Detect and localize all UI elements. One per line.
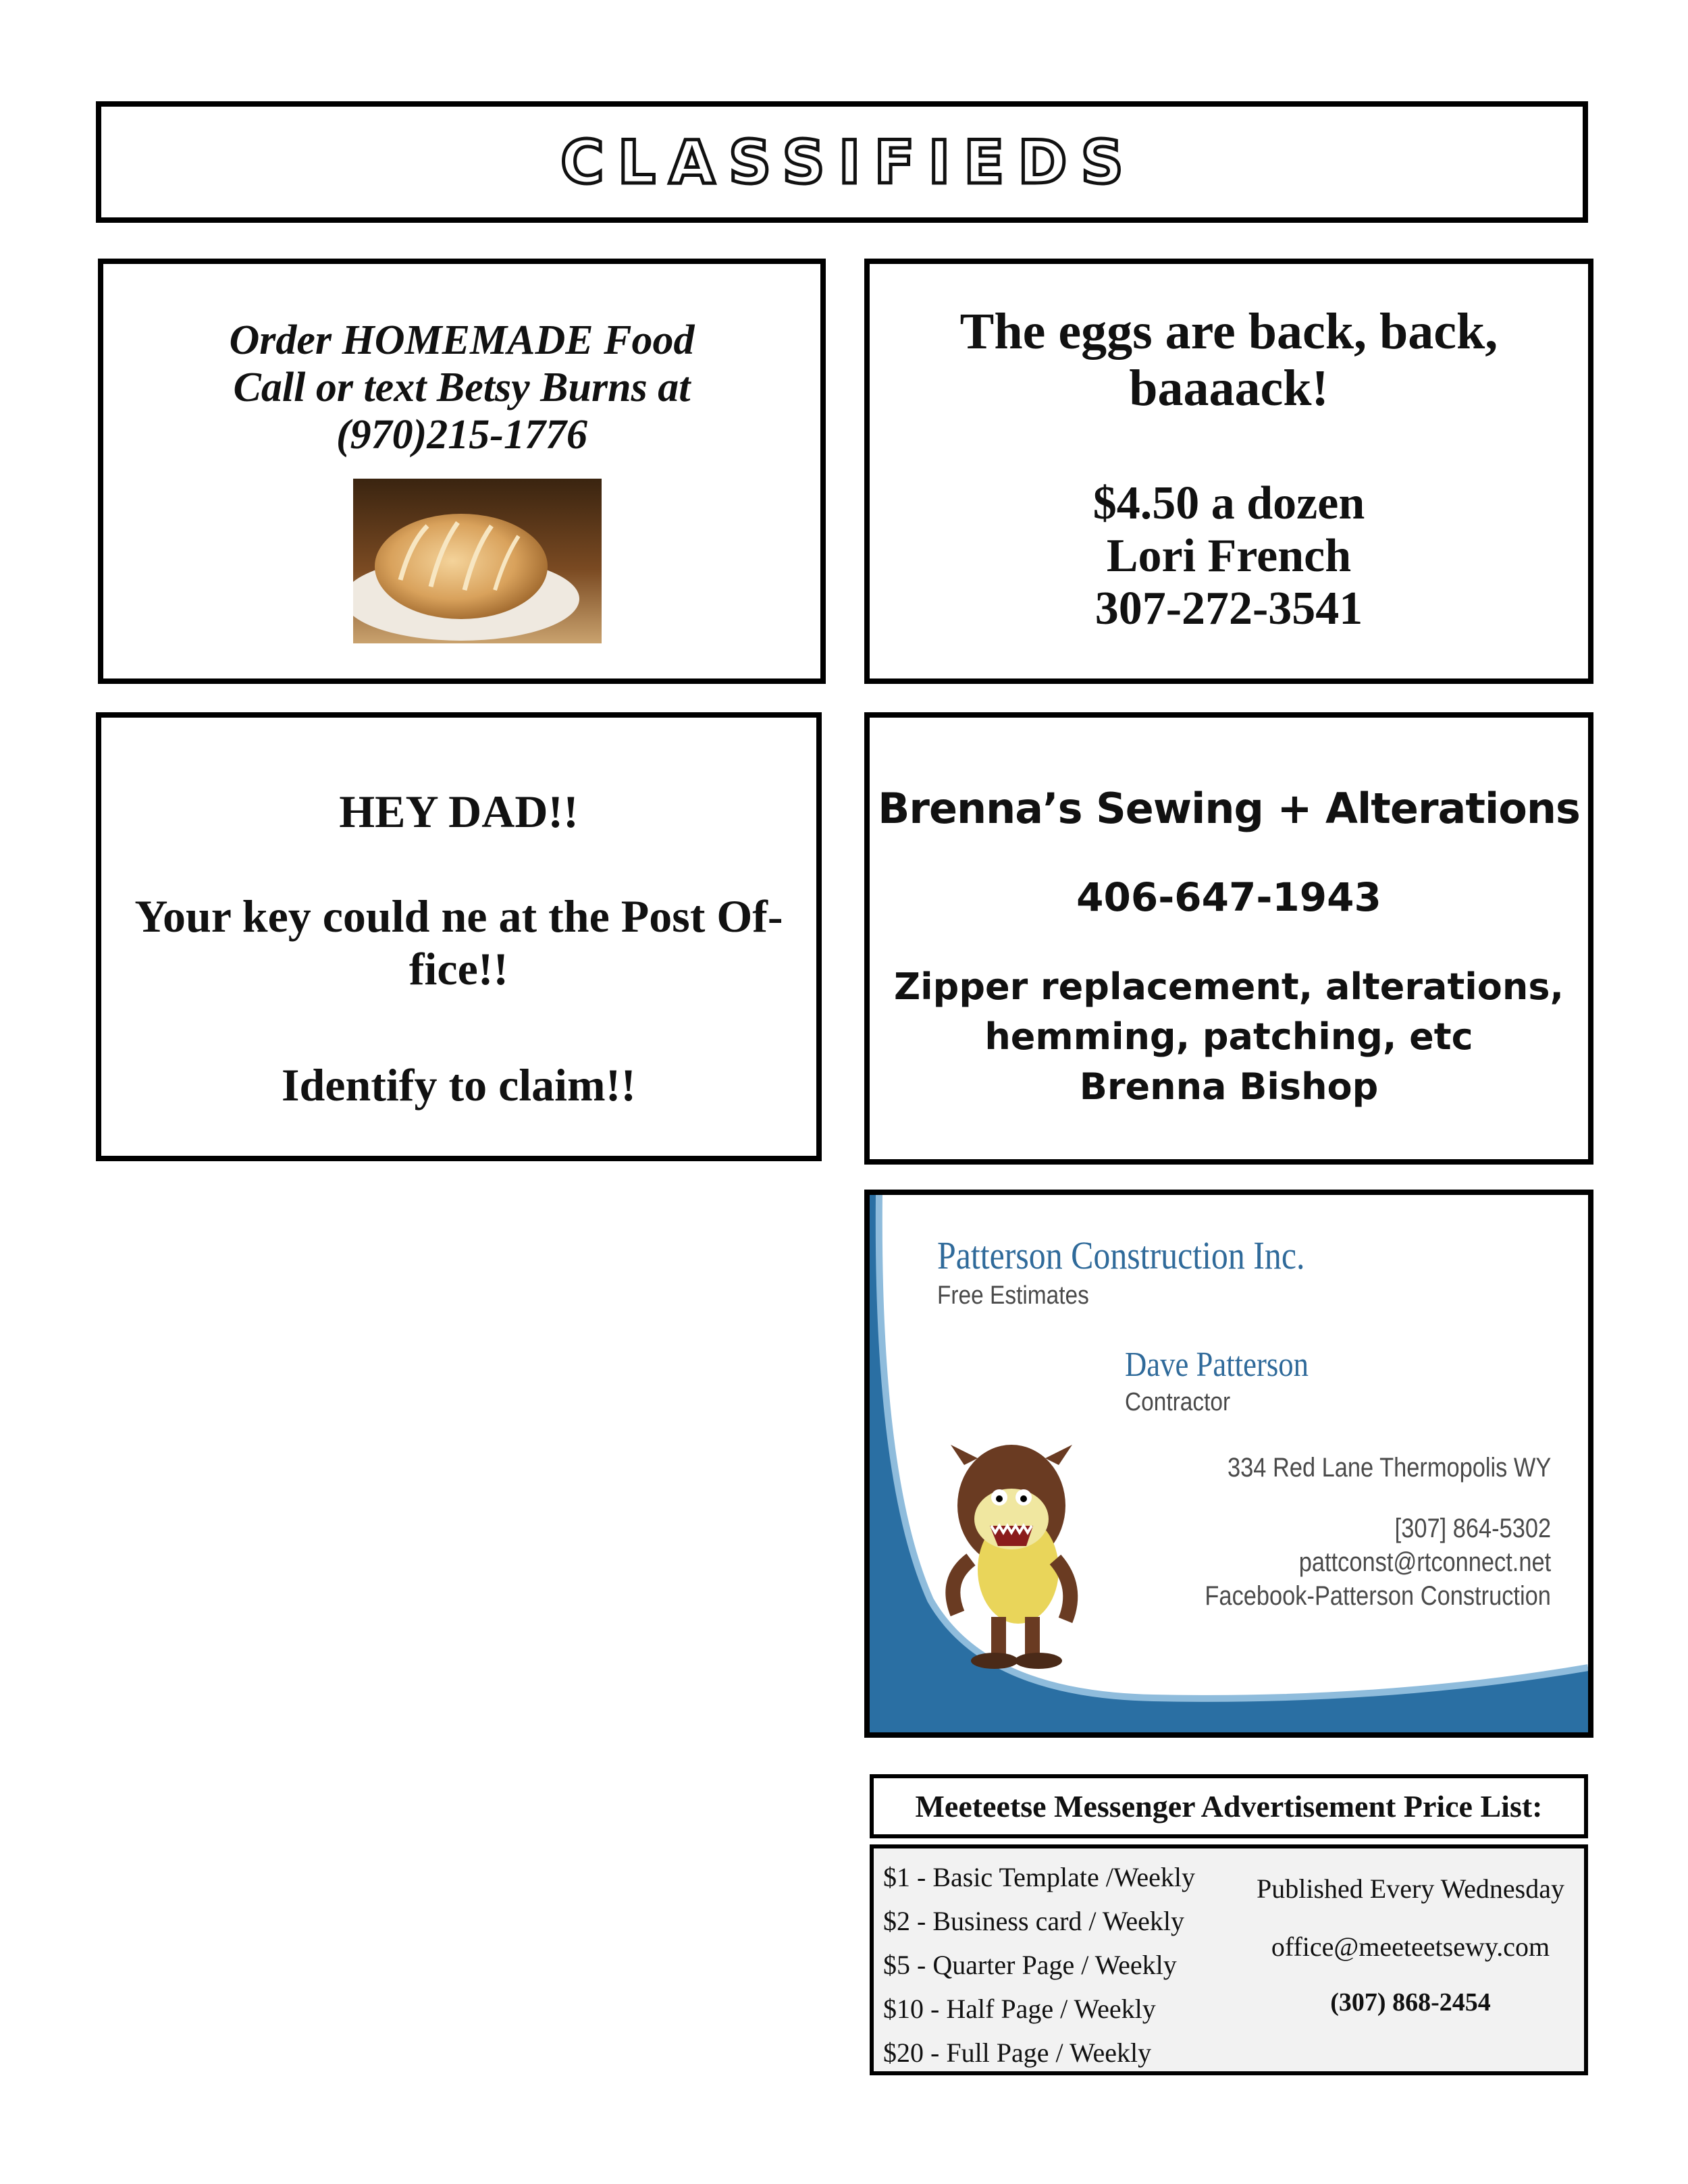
ad-dad-message-line: fice!! xyxy=(408,943,509,994)
ad-dad-claim: Identify to claim!! xyxy=(281,1059,636,1111)
office-email: office@meeteetsewy.com xyxy=(1271,1932,1550,1962)
ad-sewing xyxy=(864,712,1593,1165)
price-list-item: $20 - Full Page / Weekly xyxy=(883,2037,1152,2068)
card-address: 334 Red Lane Thermopolis WY xyxy=(1227,1453,1551,1483)
ad-food-line: Call or text Betsy Burns at xyxy=(233,365,691,410)
ad-dad-heading: HEY DAD!! xyxy=(339,786,579,837)
ad-dad-message xyxy=(101,890,816,995)
ad-food-phone: (970)215-1776 xyxy=(336,412,587,458)
card-contact-role: Contractor xyxy=(1125,1388,1231,1416)
ad-eggs-price: $4.50 a dozen xyxy=(1092,477,1365,529)
publication-schedule: Published Every Wednesday xyxy=(1257,1873,1564,1904)
price-list-items xyxy=(883,1855,1195,2075)
ad-sewing-title: Brenna’s Sewing + Alterations xyxy=(878,784,1580,833)
ad-business-card xyxy=(864,1190,1593,1738)
ad-sewing-desc-line: Zipper replacement, alterations, xyxy=(894,965,1564,1008)
card-facebook: Facebook-Patterson Construction xyxy=(1205,1581,1551,1611)
ad-eggs-phone: 307-272-3541 xyxy=(1094,583,1363,635)
bread-image xyxy=(353,479,602,643)
price-list-heading-box xyxy=(870,1774,1588,1838)
office-phone: (307) 868-2454 xyxy=(1330,1988,1491,2017)
card-contact-name: Dave Patterson xyxy=(1125,1346,1309,1384)
price-list-item: $5 - Quarter Page / Weekly xyxy=(883,1950,1177,1980)
ad-eggs-headline xyxy=(870,303,1588,417)
ad-eggs xyxy=(864,259,1593,684)
price-list-body xyxy=(870,1844,1588,2075)
ad-sewing-desc-line: hemming, patching, etc xyxy=(984,1015,1473,1058)
ad-eggs-headline-line: The eggs are back, back, xyxy=(959,303,1498,360)
card-phone: [307] 864-5302 xyxy=(1394,1514,1551,1543)
ad-eggs-headline-line: baaaack! xyxy=(1129,360,1329,417)
card-tagline: Free Estimates xyxy=(937,1281,1089,1310)
ad-sewing-phone: 406-647-1943 xyxy=(1076,874,1381,920)
card-text xyxy=(870,1195,1588,1732)
price-list-item: $2 - Business card / Weekly xyxy=(883,1906,1184,1936)
ad-hey-dad xyxy=(96,712,822,1161)
price-list-item: $1 - Basic Template /Weekly xyxy=(883,1862,1195,1892)
card-email: pattconst@rtconnect.net xyxy=(1298,1547,1551,1577)
ad-food-text xyxy=(103,317,820,458)
ad-homemade-food xyxy=(98,259,826,684)
ad-eggs-details xyxy=(870,477,1588,635)
price-list-heading: Meeteetse Messenger Advertisement Price List: xyxy=(915,1789,1543,1823)
card-company: Patterson Construction Inc. xyxy=(937,1233,1305,1277)
ad-dad-message-line: Your key could ne at the Post Of- xyxy=(134,890,783,942)
page-title: CLASSIFIEDS xyxy=(560,127,1137,197)
classifieds-header xyxy=(96,101,1588,223)
price-list-item: $10 - Half Page / Weekly xyxy=(883,1994,1156,2024)
ad-eggs-name: Lori French xyxy=(1106,530,1352,582)
ad-food-line: Order HOMEMADE Food xyxy=(229,317,695,363)
ad-sewing-name: Brenna Bishop xyxy=(1079,1065,1379,1108)
ad-sewing-description xyxy=(870,962,1588,1112)
